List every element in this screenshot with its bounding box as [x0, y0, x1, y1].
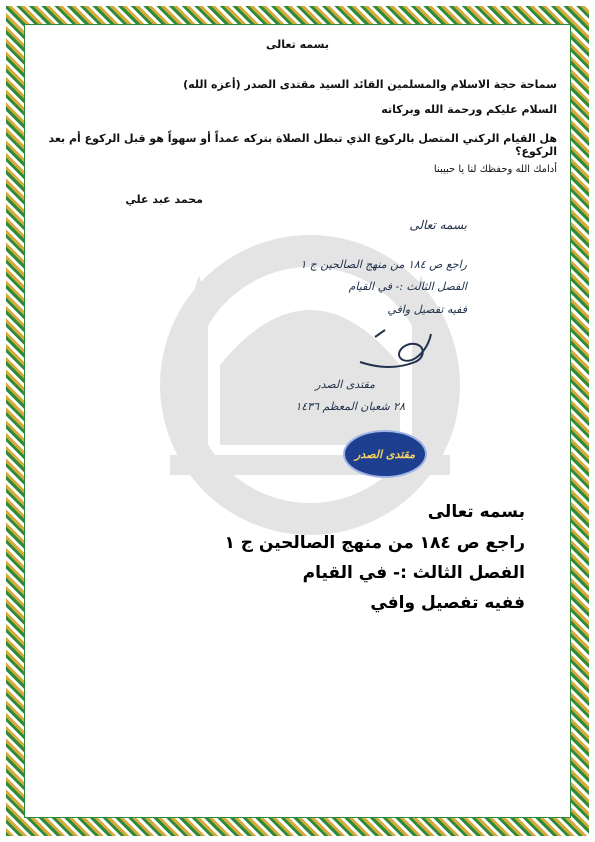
handwritten-date: ٢٨ شعبان المعظم ١٤٣٦	[295, 400, 405, 413]
question-body: هل القيام الركني المتصل بالركوع الذي تبطل الصلاة بتركه عمداً أو سهواً هو قبل الركوع أم بعد الركوع؟	[48, 132, 557, 158]
question-sender: محمد عبد علي	[125, 193, 203, 206]
handwritten-detail: ففيه تفصيل وافي	[387, 303, 467, 316]
question-addressee: سماحة حجة الاسلام والمسلمين القائد السيد مقتدى الصدر (أعزه الله)	[183, 78, 557, 91]
handwritten-chapter: الفصل الثالث :- في القيام	[348, 280, 467, 293]
handwritten-name: مقتدى الصدر	[315, 378, 375, 391]
question-greeting: السلام عليكم ورحمة الله وبركاته	[381, 103, 557, 116]
typed-detail: ففيه تفصيل وافي	[370, 593, 525, 613]
stamp-text: مقتدى الصدر	[354, 447, 416, 461]
signature-icon	[355, 322, 435, 377]
handwritten-basmala: بسمه تعالى	[409, 218, 467, 232]
official-stamp	[343, 430, 427, 478]
typed-reference: راجع ص ١٨٤ من منهج الصالحين ج ١	[224, 533, 525, 553]
handwritten-reference: راجع ص ١٨٤ من منهج الصالحين ج ١	[300, 258, 467, 271]
question-closing: أدامك الله وحفظك لنا يا حبيبنا	[433, 164, 557, 175]
question-basmala: بسمه تعالى	[266, 38, 329, 51]
typed-basmala: بسمه تعالى	[427, 502, 525, 522]
typed-chapter: الفصل الثالث :- في القيام	[302, 563, 525, 583]
